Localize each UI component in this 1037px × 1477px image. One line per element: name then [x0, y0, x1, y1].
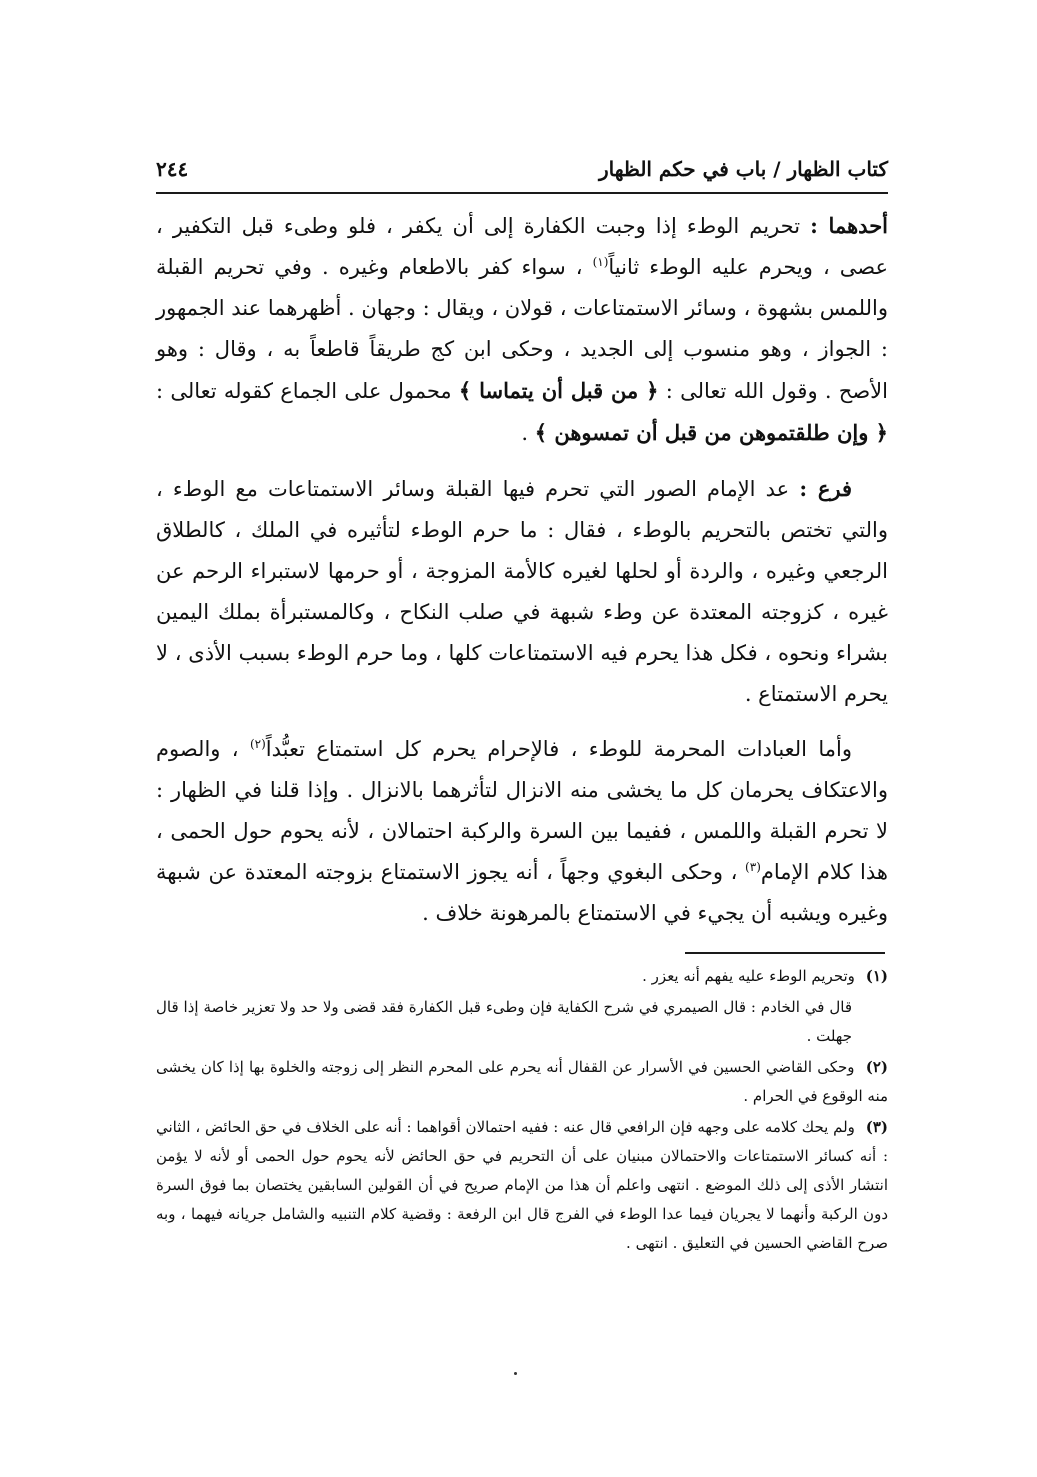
- paragraph-3-text-c: ، وحكى البغوي وجهاً ، أنه يجوز الاستمتاع بزوجته المعتدة عن شبهة وغيره ويشبه أن يجيء في الاستمتاع بالمرهونة خلاف .: [156, 860, 888, 925]
- running-header: [156, 150, 888, 188]
- page-number: ٢٤٤: [156, 157, 189, 181]
- footnote-3: [156, 1113, 888, 1258]
- paragraph-2-text: عد الإمام الصور التي تحرم فيها القبلة وسائر الاستمتاعات مع الوطء ، والتي تختص بالتحريم بالوطء ، فقال : ما حرم الوطء لتأثيره في الملك ، كالطلاق الرجعي وغيره ، والردة أو لحلها لغيره كالأمة المزوجة ، أو حرمها لاستبراء الرحم عن غيره ، كزوجته المعتدة عن وطء شبهة في صلب النكاح ، وكالمستبرأة بملك اليمين بشراء ونحوه ، فكل هذا يحرم فيه الاستمتاعات كلها ، وما حرم الوطء بسبب الأذى ، لا يحرم الاستمتاع .: [156, 477, 888, 706]
- footnote-1-text: وتحريم الوطء عليه يفهم أنه يعزر .: [642, 967, 855, 985]
- scan-speck: [514, 1372, 517, 1375]
- paragraph-1: [156, 205, 888, 454]
- paragraph-3-text-a: وأما العبادات المحرمة للوطء ، فالإحرام يحرم كل استمتاع تعبُّداً: [265, 737, 852, 761]
- footnote-ref-1[interactable]: (١): [592, 255, 609, 269]
- footnotes: [156, 962, 888, 1260]
- chapter-title: كتاب الظهار / باب في حكم الظهار: [598, 157, 888, 181]
- header-divider: [156, 192, 888, 194]
- footnote-1: [156, 962, 888, 991]
- paragraph-1-text-d: .: [521, 421, 529, 445]
- paragraph-1-text-b: ، سواء كفر بالاطعام وغيره . وفي تحريم القبلة واللمس بشهوة ، وسائر الاستمتاعات ، قولان ، ويقال : وجهان . أظهرهما عند الجمهور : الجواز ، وهو منسوب إلى الجديد ، وحكى ابن كج طريقاً قاطعاً به ، وقال : وهو الأصح . وقول الله تعالى :: [156, 255, 888, 403]
- footnote-2-text: وحكى القاضي الحسين في الأسرار عن القفال أنه يحرم على المحرم النظر إلى زوجته والخلوة بها إذا كان يخشى منه الوقوع في الحرام .: [156, 1058, 888, 1105]
- paragraph-2: [156, 468, 888, 715]
- paragraph-1-lead: أحدهما :: [810, 213, 889, 238]
- footnote-divider: [685, 952, 885, 954]
- footnote-1-number: (١): [865, 967, 888, 985]
- footnote-1-more: قال في الخادم : قال الصيمري في شرح الكفاية فإن وطىء قبل الكفارة فقد قضى ولا حد ولا تعزير خاصة إذا قال جهلت .: [156, 998, 852, 1045]
- footnote-3-number: (٣): [865, 1118, 888, 1136]
- footnote-2: [156, 1053, 888, 1111]
- paragraph-1-text-a: تحريم الوطء إذا وجبت الكفارة إلى أن يكفر ، فلو وطىء قبل التكفير ، عصى ، ويحرم عليه الوطء ثانياً: [156, 214, 888, 279]
- footnote-2-number: (٢): [865, 1058, 888, 1076]
- paragraph-3: [156, 729, 888, 934]
- footnote-ref-3[interactable]: (٣): [745, 860, 761, 874]
- paragraph-1-text-c: محمول على الجماع كقوله تعالى :: [156, 379, 452, 403]
- quran-verse-2: ﴿ وإن طلقتموهن من قبل أن تمسوهن ﴾: [534, 420, 888, 445]
- footnote-1-continuation: [156, 993, 888, 1051]
- footnote-ref-2[interactable]: (٢): [249, 737, 266, 751]
- footnote-3-text: ولم يحك كلامه على وجهه فإن الرافعي قال عنه : ففيه احتمالان أقواهما : أنه على الخلاف في حق الحائض ، الثاني : أنه كسائر الاستمتاعات والاحتمالان مبنيان على أن التحريم في حق الحائض لأنه يحوم حول الحمى أو لأنه لا يؤمن انتشار الأذى إلى ذلك الموضع . انتهى واعلم أن هذا من الإمام صريح في أن القولين السابقين يختصان بما فوق السرة دون الركبة وأنهما لا يجريان فيما عدا الوطء في الفرج قال ابن الرفعة : وقضية كلام التنبيه والشامل جريانه فيهما ، وبه صرح القاضي الحسين في التعليق . انتهى .: [156, 1118, 888, 1252]
- paragraph-3-text-b: ، والصوم والاعتكاف يحرمان كل ما يخشى منه الانزال لتأثرهما بالانزال . وإذا قلنا في الظهار : لا تحرم القبلة واللمس ، ففيما بين السرة والركبة احتمالان ، لأنه يحوم حول الحمى ، هذا كلام الإمام: [156, 737, 888, 884]
- paragraph-2-lead: فرع :: [799, 476, 852, 501]
- main-text: [156, 205, 888, 948]
- quran-verse-1: ﴿ من قبل أن يتماسا ﴾: [458, 378, 659, 403]
